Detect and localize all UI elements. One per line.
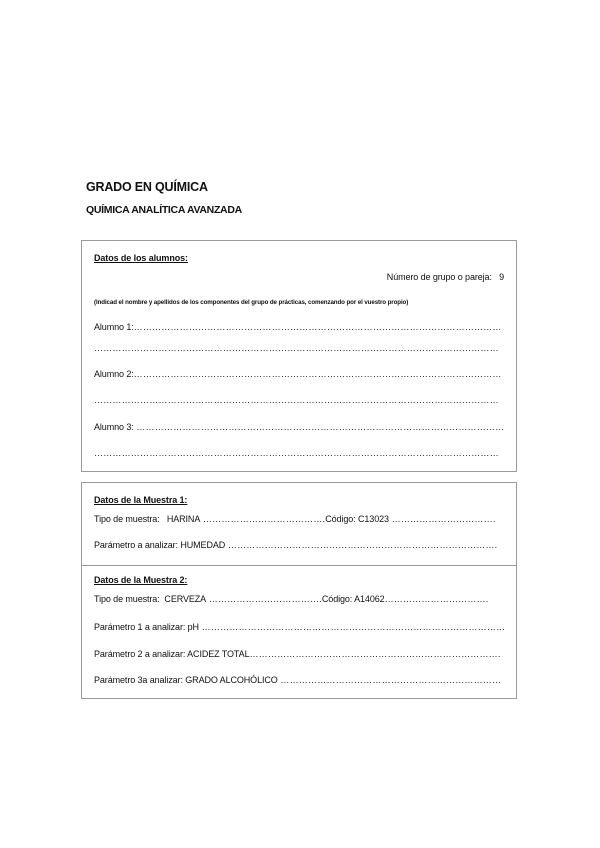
alumno-1-field[interactable]: [94, 322, 502, 332]
sample-1-code-label: Código:: [325, 514, 356, 524]
sample-2-parameter-2-label: Parámetro 2 a analizar:: [94, 649, 186, 659]
sample-2-parameter-1-value: pH: [187, 622, 199, 632]
group-number: [387, 272, 504, 282]
sample-2-type-value: CERVEZA: [164, 594, 207, 604]
alumno-3-label: Alumno 3:: [94, 422, 134, 432]
sample-2-parameter-1-row[interactable]: [94, 622, 505, 632]
alumno-2-label: Alumno 2:: [94, 369, 134, 379]
document-subtitle: QUÍMICA ANALÍTICA AVANZADA: [86, 204, 242, 216]
samples-box: [81, 482, 517, 699]
sample-1-type-dots: ………………………………….: [200, 514, 326, 524]
sample-1-type-row[interactable]: [94, 514, 496, 524]
instruction-note: (Indicad el nombre y apellidos de los componentes del grupo de prácticas, comenzando por el vuestro propio): [94, 299, 409, 306]
students-heading: Datos de los alumnos:: [94, 253, 188, 263]
sample-2-parameter-2-dots: ……………………………………………………………………….: [249, 649, 501, 659]
sample-1-code-dots: …………………………….: [388, 514, 496, 524]
sample-1-type-value: HARINA: [166, 514, 201, 524]
sample-2-type-row[interactable]: [94, 594, 488, 604]
sample-2-type-label: Tipo de muestra:: [94, 594, 160, 604]
document-title: GRADO EN QUÍMICA: [86, 180, 208, 194]
alumno-2-continuation[interactable]: ……………………………………………………………………………………………………………………: [94, 395, 499, 405]
sample-2-type-dots: ……………………………….: [206, 594, 322, 604]
sample-2-code-value: A14062: [354, 594, 385, 604]
sample-2-parameter-3-dots: ………………………………………………………………: [277, 675, 502, 685]
sample-2-code-label: Código:: [321, 594, 353, 604]
alumno-1-label: Alumno 1:: [94, 322, 134, 332]
sample-2-parameter-2-value: ACIDEZ TOTAL: [187, 649, 250, 659]
sample-1-parameter-label: Parámetro a analizar:: [94, 540, 178, 550]
students-box: [81, 240, 517, 472]
sample-1-type-label: Tipo de muestra:: [94, 514, 160, 524]
alumno-1-dots: …………………………………………………………………………………………………………: [133, 322, 502, 332]
sample-2-parameter-1-label: Parámetro 1 a analizar:: [94, 622, 186, 632]
sample-2-parameter-3-value: GRADO ALCOHÓLICO: [185, 675, 278, 685]
alumno-1-continuation[interactable]: ……………………………………………………………………………………………………………………: [94, 343, 499, 353]
alumno-3-dots: …………………………………………………………………………………………………………: [133, 422, 505, 432]
sample-2-code-dots: …………………………….: [384, 594, 489, 604]
group-number-label: Número de grupo o pareja:: [386, 272, 492, 282]
alumno-2-field[interactable]: [94, 369, 502, 379]
sample-2-heading: Datos de la Muestra 2:: [94, 575, 188, 585]
alumno-2-dots: …………………………………………………………………………………………………………: [133, 369, 502, 379]
alumno-3-field[interactable]: [94, 422, 504, 432]
sample-2-parameter-3-row[interactable]: [94, 675, 501, 685]
alumno-3-continuation[interactable]: ……………………………………………………………………………………………………………………: [94, 448, 499, 458]
sample-1-parameter-value: HUMEDAD: [180, 540, 226, 550]
sample-2-parameter-2-row[interactable]: [94, 649, 501, 659]
sample-1-parameter-dots: …………………………………………………………………………….: [225, 540, 498, 550]
sample-1-code-value: C13023: [357, 514, 389, 524]
sample-1-parameter-row[interactable]: [94, 540, 497, 550]
sample-1-heading: Datos de la Muestra 1:: [94, 495, 188, 505]
sample-2-parameter-1-dots: ………………………………………………………………………………………: [198, 622, 506, 632]
section-divider: [82, 565, 516, 566]
sample-2-parameter-3-label: Parámetro 3a analizar:: [94, 675, 183, 685]
group-number-value: 9: [499, 272, 504, 282]
